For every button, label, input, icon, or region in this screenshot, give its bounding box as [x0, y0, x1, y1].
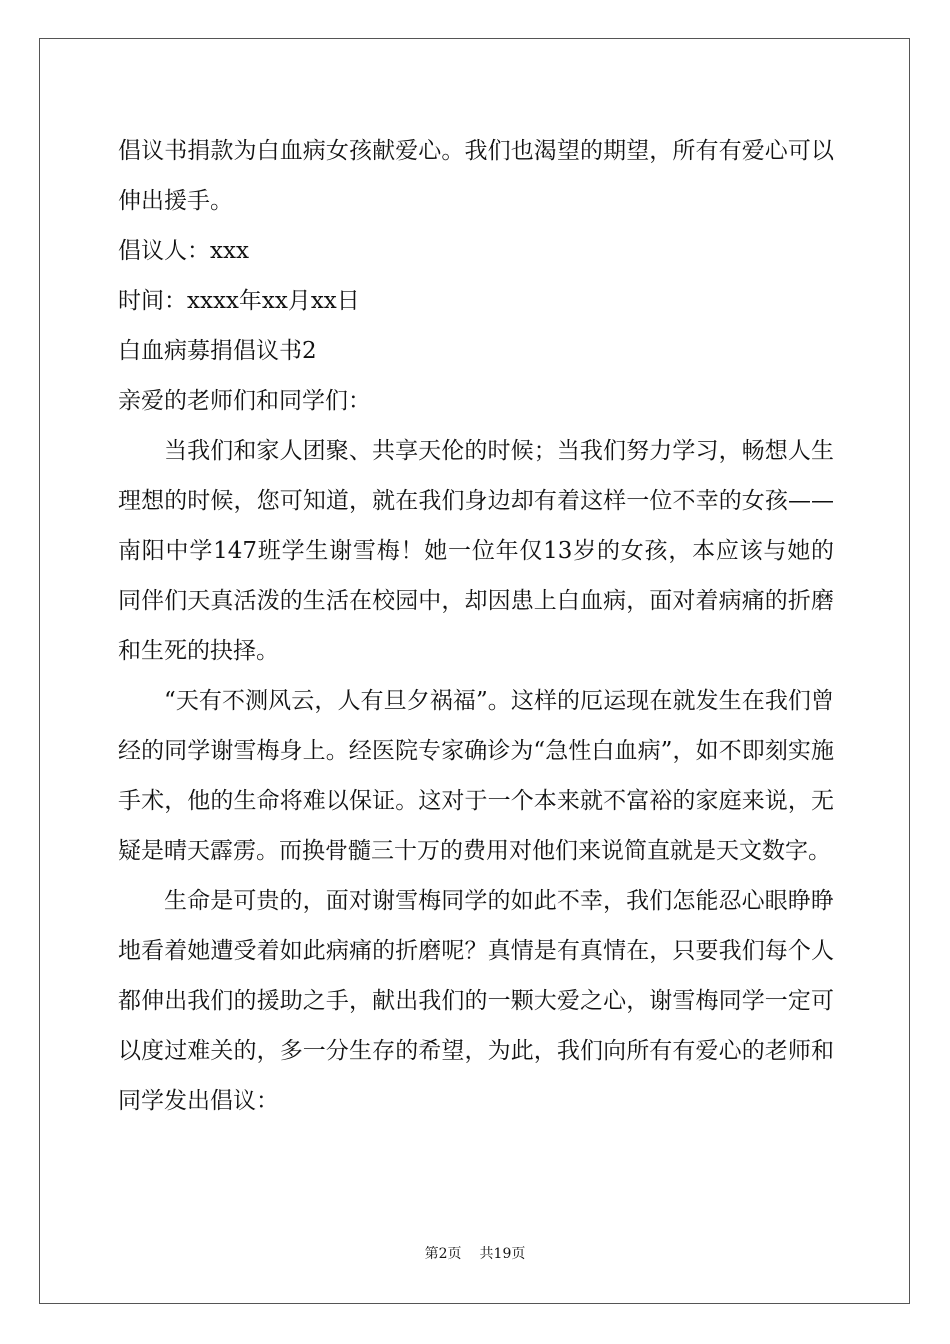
page-number: 第2页 — [424, 1246, 462, 1262]
initiator-line: 倡议人：xxx — [118, 238, 249, 264]
section-title: 白血病募捐倡议书2 — [118, 338, 317, 364]
body-paragraph-text: 生命是可贵的，面对谢雪梅同学的如此不幸，我们怎能忍心眼睁睁地看着她遭受着如此病痛的折磨呢？真情是有真情在，只要我们每个人都伸出我们的援助之手，献出我们的一颗大爱之心，谢雪梅同学一定可以度过难关的，多一分生存的希望，为此，我们向所有有爱心的老师和同学发出倡议： — [118, 888, 834, 1114]
intro-paragraph — [118, 126, 834, 226]
date-line: 时间：xxxx年xx月xx日 — [118, 288, 360, 314]
page-footer — [0, 1244, 950, 1264]
body-paragraph-text: 当我们和家人团聚、共享天伦的时候；当我们努力学习，畅想人生理想的时候，您可知道，就在我们身边却有着这样一位不幸的女孩——南阳中学147班学生谢雪梅！她一位年仅13岁的女孩，本应该与她的同伴们天真活泼的生活在校园中，却因患上白血病，面对着病痛的折磨和生死的抉择。 — [118, 438, 834, 664]
document-body — [118, 126, 834, 1126]
body-paragraph — [118, 876, 834, 1126]
body-paragraph-text: “天有不测风云，人有旦夕祸福”。这样的厄运现在就发生在我们曾经的同学谢雪梅身上。经医院专家确诊为“急性白血病”，如不即刻实施手术，他的生命将难以保证。这对于一个本来就不富裕的家庭来说，无疑是晴天霹雳。而换骨髓三十万的费用对他们来说简直就是天文数字。 — [118, 688, 834, 864]
salutation: 亲爱的老师们和同学们： — [118, 388, 371, 414]
intro-paragraph-text: 倡议书捐款为白血病女孩献爱心。我们也渴望的期望，所有有爱心可以伸出援手。 — [118, 138, 834, 214]
body-paragraph — [118, 676, 834, 876]
body-paragraph — [118, 426, 834, 676]
total-pages: 共19页 — [479, 1246, 526, 1262]
